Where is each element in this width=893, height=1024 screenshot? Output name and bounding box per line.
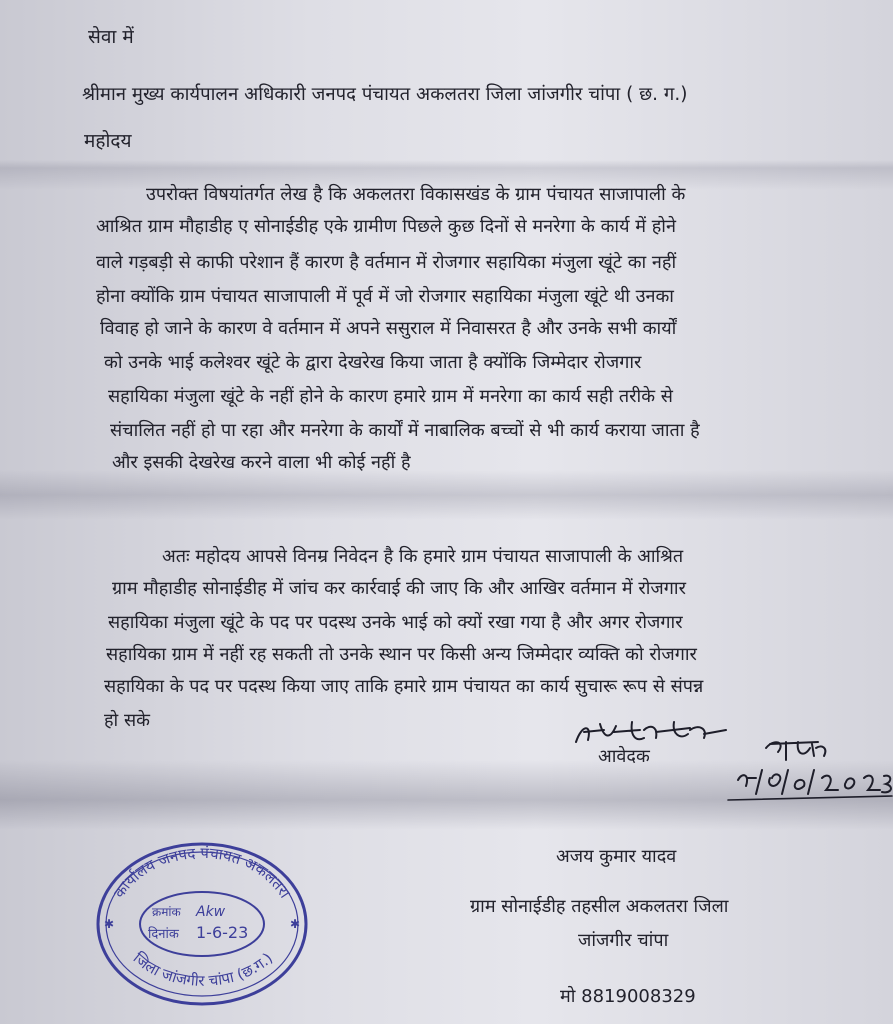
applicant-signature: [570, 716, 730, 752]
stamp-bottom-text: जिला जांजगीर चांपा (छ.ग.): [129, 948, 277, 990]
stamp-top-text: कार्यालय जनपद पंचायत अकलतरा: [110, 843, 294, 902]
paragraph-2-line: सहायिका ग्राम में नहीं रह सकती तो उनके स्थान पर किसी अन्य जिम्मेदार व्यक्ति को रोजगार: [106, 644, 697, 665]
paragraph-1-line: को उनके भाई कलेश्वर खूंटे के द्वारा देखरेख किया जाता है क्योंकि जिम्मेदार रोजगार: [104, 352, 642, 373]
salutation: महोदय: [84, 130, 132, 152]
paragraph-1-line: वाले गड़बड़ी से काफी परेशान हैं कारण है वर्तमान में रोजगार सहायिका मंजुला खूंटे का नहीं: [96, 252, 677, 273]
stamp-number-value: Akw: [196, 904, 226, 920]
to-line: सेवा में: [88, 26, 134, 48]
sender-address-line-2: जांजगीर चांपा: [578, 930, 669, 951]
paragraph-1-line: आश्रित ग्राम मौहाडीह ए सोनाईडीह एके ग्रामीण पिछले कुछ दिनों से मनरेगा के कार्य में होने: [96, 216, 676, 237]
office-stamp: [92, 836, 312, 1006]
handwritten-date: [726, 734, 893, 806]
svg-text:कार्यालय जनपद पंचायत अकलतरा: [110, 844, 294, 902]
stamp-star-right: ✱: [290, 917, 301, 931]
paragraph-1-line: उपरोक्त विषयांतर्गत लेख है कि अकलतरा विकासखंड के ग्राम पंचायत साजापाली के: [146, 184, 686, 205]
paragraph-2-line: सहायिका के पद पर पदस्थ किया जाए ताकि हमारे ग्राम पंचायत का कार्य सुचारू रूप से संपन्न: [104, 676, 704, 697]
stamp-star-left: ✱: [104, 917, 115, 931]
sender-name: अजय कुमार यादव: [556, 846, 677, 867]
stamp-number-label: क्रमांक: [152, 905, 181, 919]
paragraph-2-line: सहायिका मंजुला खूंटे के पद पर पदस्थ उनके भाई को क्यों रखा गया है और अगर रोजगार: [108, 612, 683, 633]
paragraph-1-line: विवाह हो जाने के कारण वे वर्तमान में अपने ससुराल में निवासरत है और उनके सभी कार्यों: [100, 318, 677, 339]
paragraph-1-line: सहायिका मंजुला खूंटे के नहीं होने के कारण हमारे ग्राम में मनरेगा का कार्य सही तरीके से: [108, 386, 673, 407]
addressee-line: श्रीमान मुख्य कार्यपालन अधिकारी जनपद पंचायत अकलतरा जिला जांजगीर चांपा ( छ. ग.): [82, 84, 688, 105]
paragraph-2-line: अतः महोदय आपसे विनम्र निवेदन है कि हमारे ग्राम पंचायत साजापाली के आश्रित: [162, 546, 684, 567]
paragraph-1-line: संचालित नहीं हो पा रहा और मनरेगा के कार्यों में नाबालिक बच्चों से भी कार्य कराया जाता है: [110, 420, 700, 441]
paragraph-2-line: हो सके: [104, 710, 150, 731]
sender-phone: मो 8819008329: [560, 986, 696, 1007]
stamp-date-value: 1-6-23: [196, 923, 249, 942]
sender-address-line-1: ग्राम सोनाईडीह तहसील अकलतरा जिला: [470, 896, 729, 917]
paragraph-2-line: ग्राम मौहाडीह सोनाईडीह में जांच कर कार्रवाई की जाए कि और आखिर वर्तमान में रोजगार: [112, 578, 686, 599]
stamp-date-label: दिनांक: [148, 927, 179, 942]
applicant-label: आवेदक: [598, 746, 650, 767]
paragraph-1-line: होना क्योंकि ग्राम पंचायत साजापाली में पूर्व में जो रोजगार सहायिका मंजुला खूंटे थी उनका: [96, 286, 674, 307]
paragraph-1-line: और इसकी देखरेख करने वाला भी कोई नहीं है: [112, 452, 411, 473]
